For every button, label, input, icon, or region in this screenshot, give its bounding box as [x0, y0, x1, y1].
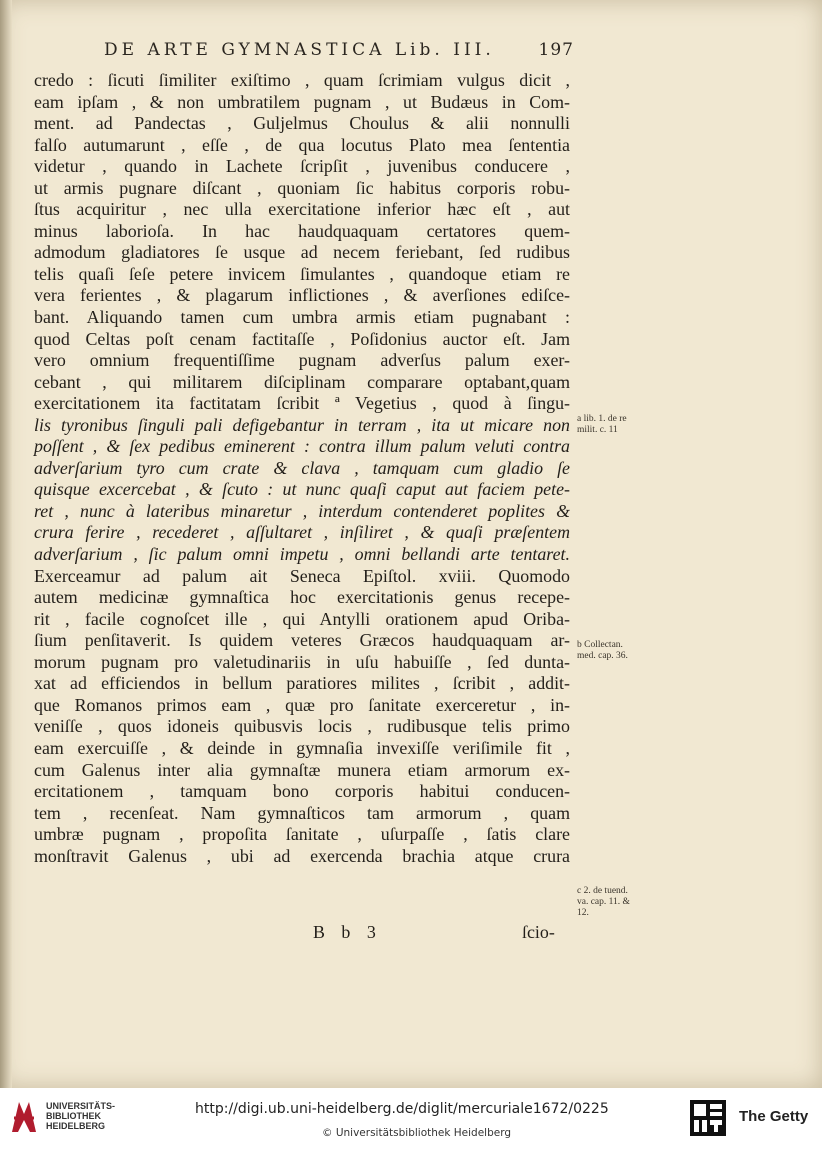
- text-line: admodum gladiatores ſe usque ad necem feriebant, ſed rudibus: [34, 242, 570, 263]
- text-line: veniſſe , quos idoneis quibusvis locis , rudibusque telis primo: [34, 716, 570, 737]
- sidenote-c-line-2: va. cap. 11. &: [577, 897, 630, 907]
- sidenote-b-line-1: b Collectan.: [577, 640, 623, 650]
- text-line: ſtus acquiritur , nec ulla exercitatione inferior hæc eſt , aut: [34, 199, 570, 220]
- text-line: adverſarium , ſic palum omni impetu , omni bellandi arte tentaret.: [34, 544, 570, 565]
- university-name: UNIVERSITÄTS- BIBLIOTHEK HEIDELBERG: [46, 1101, 116, 1131]
- text-line: cum Galenus inter alia gymnaſtæ munera etiam armorum ex-: [34, 759, 570, 780]
- sidenote-c-line-3: 12.: [577, 908, 589, 918]
- text-line: exercitationem ita factitatam ſcribit ª Vegetius , quod à ſingu-: [34, 393, 570, 414]
- text-line: ut armis pugnare diſcant , quoniam ſic habitus corporis robu-: [34, 177, 570, 198]
- getty-logo-icon: [690, 1100, 726, 1136]
- text-line: crura ferire , recederet , aſſultaret , inſiliret , & quaſi præſentem: [34, 522, 570, 543]
- heidelberg-lion-icon: [10, 1098, 38, 1134]
- text-line: vero omnium frequentiſſime pugnam adverſus palum exer-: [34, 350, 570, 371]
- running-title: DE ARTE GYMNASTICA Lib. III.: [104, 40, 495, 60]
- text-line: morum pugnam pro valetudinariis in uſu habuiſſe , ſed dunta-: [34, 651, 570, 672]
- getty-name: The Getty: [739, 1108, 809, 1125]
- footer-bar: [0, 1088, 822, 1149]
- sidenote-a-line-2: milit. c. 11: [577, 425, 618, 435]
- sidenote-b-line-2: med. cap. 36.: [577, 651, 628, 661]
- text-line: autem medicinæ gymnaſtica hoc exercitationis genus recepe-: [34, 587, 570, 608]
- sidenote-b: [577, 640, 628, 662]
- text-line: eam ipſam , & non umbratilem pugnam , ut Budæus in Com-: [34, 91, 570, 112]
- text-line: ret , nunc à lateribus minaretur , interdum contenderet poplites &: [34, 500, 570, 521]
- sidenote-a-line-1: a lib. 1. de re: [577, 414, 627, 424]
- catchword: ſcio-: [522, 922, 555, 942]
- copyright-text: © Universitätsbibliothek Heidelberg: [322, 1127, 512, 1139]
- running-header: [104, 40, 574, 60]
- text-line: quisque excercebat , & ſcuto : ut nunc quaſi caput aut faciem pete-: [34, 479, 570, 500]
- text-line: tem , recenſeat. Nam gymnaſticos tam armorum , quam: [34, 802, 570, 823]
- text-line: quod Celtas poſt cenam factitaſſe , Poſidonius auctor eſt. Jam: [34, 328, 570, 349]
- text-line: bant. Aliquando tamen cum umbra armis etiam pugnabant :: [34, 307, 570, 328]
- sidenote-c-line-1: c 2. de tuend.: [577, 886, 628, 896]
- signature-mark: B b 3: [313, 922, 382, 942]
- text-line: ercitationem , tamquam bono corporis habitui conducen-: [34, 781, 570, 802]
- sidenote-a: [577, 414, 627, 436]
- text-line: monſtravit Galenus , ubi ad exercenda brachia atque crura: [34, 845, 570, 866]
- body-text: [34, 70, 570, 867]
- text-line: que Romanos primos eam , quæ pro ſanitate exerceretur , in-: [34, 694, 570, 715]
- sidenote-c: [577, 886, 630, 919]
- text-line: cebant , qui militarem diſciplinam comparare optabant,quam: [34, 371, 570, 392]
- text-line: Exerceamur ad palum ait Seneca Epiſtol. xviii. Quomodo: [34, 565, 570, 586]
- text-line: ſium penſitaverit. Is quidem veteres Græcos haudquaquam ar-: [34, 630, 570, 651]
- text-line: minus laborioſa. In hac haudquaquam certatores quem-: [34, 220, 570, 241]
- text-line: poſſent , & ſex pedibus eminerent : contra illum palum veluti contra: [34, 436, 570, 457]
- text-line: falſo autumarunt , eſſe , de qua locutus Plato mea ſententia: [34, 134, 570, 155]
- text-line: eam exercuiſſe , & deinde in gymnaſia invexiſſe veriſimile fit ,: [34, 737, 570, 758]
- text-line: rit , facile cognoſcet ille , qui Antylli orationem apud Oriba-: [34, 608, 570, 629]
- page-number: 197: [538, 40, 574, 60]
- text-line: ment. ad Pandectas , Guljelmus Choulus & alii nonnulli: [34, 113, 570, 134]
- text-line: adverſarium tyro cum crate & clava , tamquam cum gladio ſe: [34, 457, 570, 478]
- text-line: videtur , quando in Lachete ſcripſit , juvenibus conducere ,: [34, 156, 570, 177]
- text-line: credo : ſicuti ſimiliter exiſtimo , quam ſcrimiam vulgus dicit ,: [34, 70, 570, 90]
- text-line: telis quaſi ſeſe petere invicem ſimulantes , quandoque etiam re: [34, 263, 570, 284]
- source-url-link[interactable]: http://digi.ub.uni-heidelberg.de/diglit/mercuriale1672/0225: [195, 1101, 609, 1117]
- text-line: umbræ pugnam , propoſita ſanitate , uſurpaſſe , ſatis clare: [34, 824, 570, 845]
- text-line: lis tyronibus ſinguli pali defigebantur in terram , ita ut micare non: [34, 414, 570, 435]
- text-line: vera ferientes , & plagarum inflictiones , & averſiones ediſce-: [34, 285, 570, 306]
- text-line: xat ad efficiendos in bellum paratiores milites , ſcribit , addit-: [34, 673, 570, 694]
